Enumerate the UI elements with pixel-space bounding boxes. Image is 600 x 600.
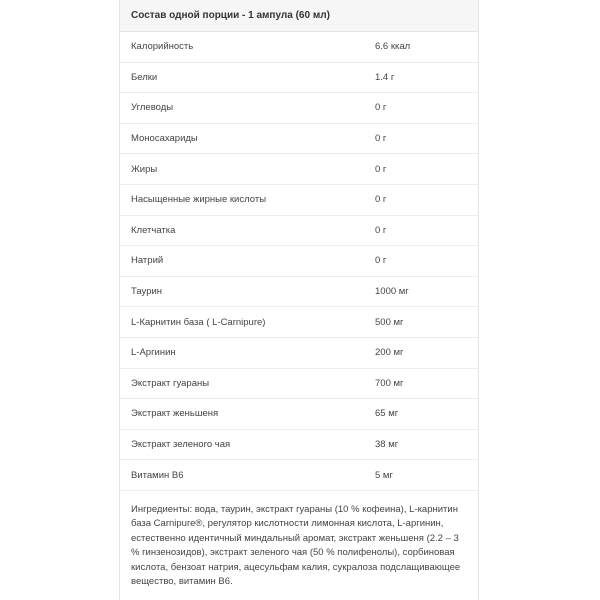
table-row <box>120 124 478 155</box>
nutrient-value: 0 г <box>375 194 387 206</box>
nutrient-value: 1.4 г <box>375 71 395 83</box>
nutrient-value: 0 г <box>375 255 387 267</box>
table-row <box>120 369 478 400</box>
nutrient-value: 200 мг <box>375 347 404 359</box>
table-row <box>120 93 478 124</box>
table-row <box>120 216 478 247</box>
nutrient-value: 5 мг <box>375 469 393 481</box>
nutrient-value: 1000 мг <box>375 286 409 298</box>
table-row <box>120 460 478 491</box>
nutrient-value: 0 г <box>375 133 387 145</box>
table-row <box>120 307 478 338</box>
nutrient-name: L-Карнитин база ( L-Carnipure) <box>131 316 266 328</box>
nutrient-name: Жиры <box>131 163 158 175</box>
nutrition-table <box>120 32 478 491</box>
nutrition-panel <box>119 0 479 600</box>
table-row <box>120 185 478 216</box>
nutrient-name: Моносахариды <box>131 133 198 145</box>
nutrient-name: Экстракт зеленого чая <box>131 439 231 451</box>
nutrient-name: Белки <box>131 71 158 83</box>
table-row <box>120 277 478 308</box>
table-header: Состав одной порции - 1 ампула (60 мл) <box>120 0 478 32</box>
table-row <box>120 246 478 277</box>
table-row <box>120 399 478 430</box>
ingredients-text: Ингредиенты: вода, таурин, экстракт гуараны (10 % кофеина), L-карнитин база Carnipure®, регулятор кислотности лимонная кислота, L-аргинин, естественно идентичный миндальный аромат, экстракт женьшеня (2.2 – 3 % гинзенозидов), экстракт зеленого чая (50 % полифенолы), сорбиновая кислота, бензоат натрия, ацесульфам калия, сукралоза подслащивающее вещество, витамин В6. <box>131 503 461 588</box>
nutrient-name: Углеводы <box>131 102 174 114</box>
table-row <box>120 338 478 369</box>
nutrient-value: 38 мг <box>375 439 399 451</box>
nutrient-value: 700 мг <box>375 377 404 389</box>
nutrient-name: Натрий <box>131 255 164 267</box>
table-row <box>120 430 478 461</box>
nutrient-name: Таурин <box>131 286 163 298</box>
nutrient-value: 0 г <box>375 102 387 114</box>
nutrient-name: L-Аргинин <box>131 347 176 359</box>
nutrient-name: Клетчатка <box>131 224 176 236</box>
nutrient-name: Витамин В6 <box>131 469 184 481</box>
table-row <box>120 154 478 185</box>
nutrient-name: Калорийность <box>131 41 194 53</box>
table-row <box>120 63 478 94</box>
nutrient-name: Экстракт гуараны <box>131 377 210 389</box>
nutrient-name: Экстракт женьшеня <box>131 408 219 420</box>
nutrient-name: Насыщенные жирные кислоты <box>131 194 267 206</box>
nutrient-value: 65 мг <box>375 408 399 420</box>
nutrient-value: 6.6 ккал <box>375 41 411 53</box>
nutrient-value: 0 г <box>375 163 387 175</box>
table-row <box>120 32 478 63</box>
nutrient-value: 500 мг <box>375 316 404 328</box>
nutrient-value: 0 г <box>375 224 387 236</box>
